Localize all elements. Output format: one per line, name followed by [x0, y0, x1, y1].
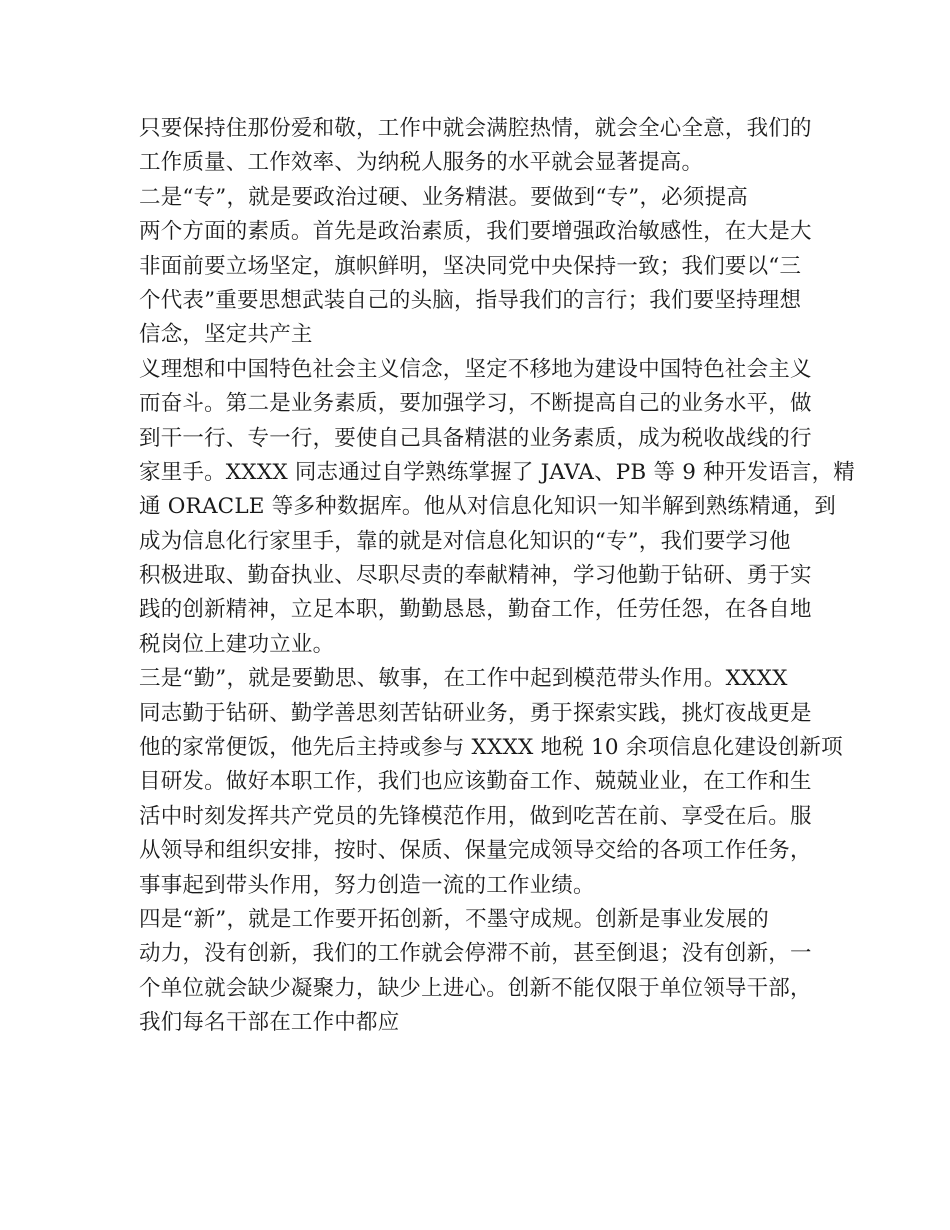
text-line: 践的创新精神，立足本职，勤勤恳恳，勤奋工作，任劳任怨，在各自地	[139, 597, 812, 623]
text-line: 同志勤于钻研、勤学善思刻苦钻研业务，勇于探索实践，挑灯夜战更是	[139, 700, 812, 726]
text-line: 事事起到带头作用，努力创造一流的工作业绩。	[139, 872, 595, 898]
text-line: 工作质量、工作效率、为纳税人服务的水平就会显著提高。	[139, 150, 704, 176]
text-line: 家里手。XXXX 同志通过自学熟练掌握了 JAVA、PB 等 9 种开发语言，精	[139, 459, 856, 485]
text-line: 只要保持住那份爱和敬，工作中就会满腔热情，就会全心全意，我们的	[139, 116, 812, 141]
text-line: 动力，没有创新，我们的工作就会停滞不前，甚至倒退；没有创新，一	[139, 941, 812, 967]
text-line: 目研发。做好本职工作，我们也应该勤奋工作、兢兢业业，在工作和生	[139, 769, 812, 795]
text-line: 他的家常便饭，他先后主持或参与 XXXX 地税 10 余项信息化建设创新项	[139, 735, 843, 761]
text-line: 个代表”重要思想武装自己的头脑，指导我们的言行；我们要坚持理想	[139, 287, 802, 313]
text-line: 义理想和中国特色社会主义信念，坚定不移地为建设中国特色社会主义	[139, 356, 812, 382]
text-line: 税岗位上建功立业。	[139, 631, 335, 657]
text-line: 二是“专”，就是要政治过硬、业务精湛。要做到“专”，必须提高	[139, 184, 748, 210]
text-line: 三是“勤”，就是要勤思、敏事，在工作中起到模范带头作用。XXXX	[139, 666, 788, 692]
text-line: 信念，坚定共产主	[139, 322, 313, 348]
text-line: 从领导和组织安排，按时、保质、保量完成领导交给的各项工作任务，	[139, 838, 812, 864]
text-line: 而奋斗。第二是业务素质，要加强学习，不断提高自己的业务水平，做	[139, 391, 812, 417]
text-line: 到干一行、专一行，要使自己具备精湛的业务素质，成为税收战线的行	[139, 425, 812, 451]
text-line: 活中时刻发挥共产党员的先锋模范作用，做到吃苦在前、享受在后。服	[139, 803, 812, 829]
text-line: 通 ORACLE 等多种数据库。他从对信息化知识一知半解到熟练精通，到	[139, 494, 836, 520]
text-line: 积极进取、勤奋执业、尽职尽责的奉献精神，学习他勤于钻研、勇于实	[139, 563, 812, 589]
text-line: 非面前要立场坚定，旗帜鲜明，坚决同党中央保持一致；我们要以“三	[139, 253, 802, 279]
text-line: 个单位就会缺少凝聚力，缺少上进心。创新不能仅限于单位领导干部，	[139, 975, 812, 1001]
document-body	[139, 112, 856, 1041]
text-line: 四是“新”，就是工作要开拓创新，不墨守成规。创新是事业发展的	[139, 906, 769, 932]
text-line: 成为信息化行家里手，靠的就是对信息化知识的“专”，我们要学习他	[139, 528, 791, 554]
text-line: 两个方面的素质。首先是政治素质，我们要增强政治敏感性，在大是大	[139, 219, 812, 245]
text-line: 我们每名干部在工作中都应	[139, 1010, 400, 1036]
